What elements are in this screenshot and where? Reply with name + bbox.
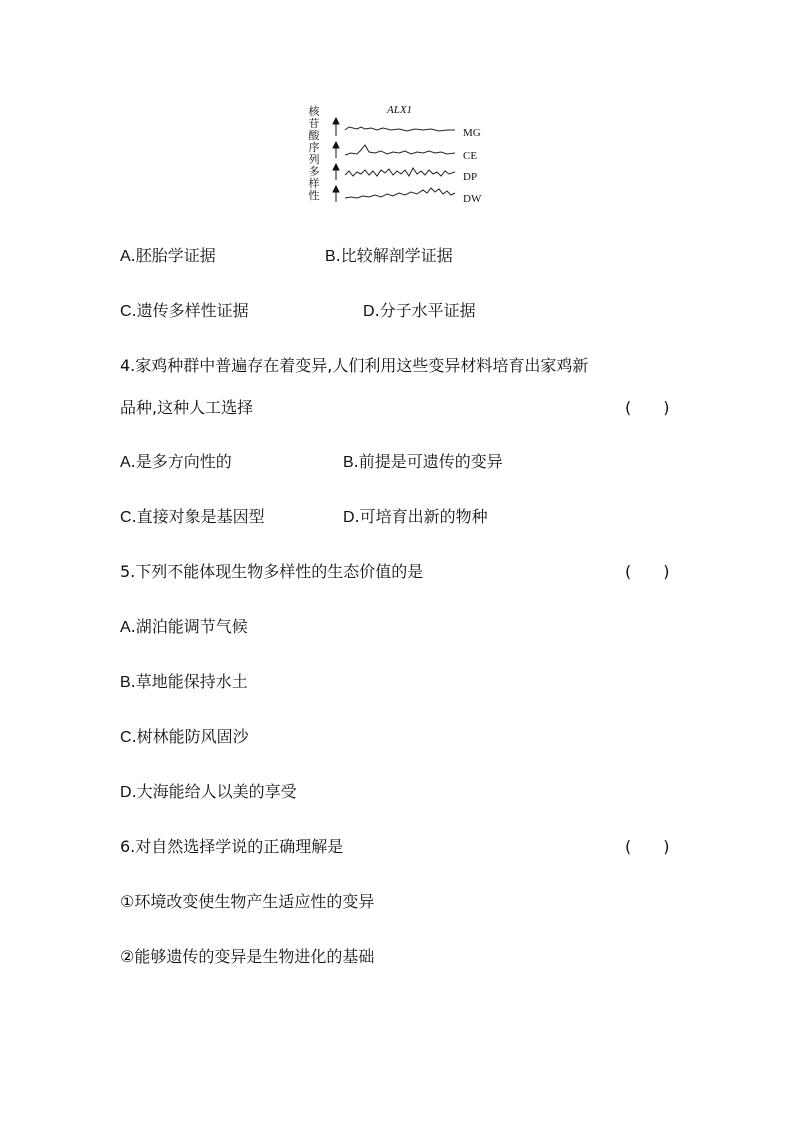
figure-y-axis-label: 核苷酸序列多样性 — [308, 105, 320, 202]
q6-item-2: ②能够遗传的变异是生物进化的基础 — [120, 947, 375, 966]
series-line-dp — [345, 168, 455, 176]
figure-plot — [305, 100, 495, 218]
q6-item-1: ①环境改变使生物产生适应性的变异 — [120, 892, 375, 911]
option-text: .大海能给人以美的享受 — [131, 782, 297, 801]
q3-option-d[interactable] — [363, 301, 476, 322]
option-text: .树林能防风固沙 — [131, 727, 249, 746]
option-letter: B — [325, 248, 336, 265]
option-letter: D — [363, 303, 375, 320]
series-label-dw: DW — [463, 193, 482, 205]
option-letter: A — [120, 454, 131, 471]
series-line-dw — [345, 188, 455, 198]
q3-option-b[interactable] — [325, 246, 453, 267]
q5-option-a[interactable] — [120, 617, 248, 638]
q4-option-c[interactable] — [120, 507, 265, 528]
series-line-mg — [345, 127, 455, 131]
option-text: .直接对象是基因型 — [131, 507, 265, 526]
option-text: .是多方向性的 — [130, 452, 232, 471]
q4-option-d[interactable] — [343, 507, 488, 528]
option-letter: C — [120, 303, 132, 320]
q5-answer-blank: ( ) — [625, 562, 670, 581]
q3-option-a[interactable] — [120, 246, 216, 267]
option-letter: C — [120, 509, 132, 526]
q6-answer-blank: ( ) — [625, 837, 670, 856]
q4-option-a[interactable] — [120, 452, 232, 473]
series-line-ce — [345, 145, 455, 155]
option-letter: D — [343, 509, 355, 526]
q3-option-c[interactable] — [120, 301, 249, 322]
option-text: .比较解剖学证据 — [335, 246, 453, 265]
option-text: .草地能保持水土 — [130, 672, 248, 691]
sequence-diversity-figure — [305, 100, 495, 218]
option-letter: C — [120, 729, 132, 746]
q4-stem-line2: 品种,这种人工选择 — [120, 398, 254, 417]
q5-option-b[interactable] — [120, 672, 248, 693]
option-text: .分子水平证据 — [374, 301, 476, 320]
q4-stem-line1: 4.家鸡种群中普遍存在着变异,人们利用这些变异材料培育出家鸡新 — [120, 356, 589, 375]
q5-option-d[interactable] — [120, 782, 297, 803]
q6-stem: 6.对自然选择学说的正确理解是 — [120, 837, 344, 856]
option-letter: D — [120, 784, 132, 801]
q4-option-b[interactable] — [343, 452, 503, 473]
option-letter: A — [120, 619, 131, 636]
option-text: .前提是可遗传的变异 — [353, 452, 503, 471]
option-letter: B — [120, 674, 131, 691]
series-label-dp: DP — [463, 171, 478, 183]
option-text: .胚胎学证据 — [130, 246, 216, 265]
q4-answer-blank: ( ) — [625, 398, 670, 417]
option-text: .可培育出新的物种 — [354, 507, 488, 526]
option-letter: B — [343, 454, 354, 471]
series-label-mg: MG — [463, 127, 481, 139]
option-letter: A — [120, 248, 131, 265]
q5-stem: 5.下列不能体现生物多样性的生态价值的是 — [120, 562, 424, 581]
option-text: .湖泊能调节气候 — [130, 617, 248, 636]
series-label-ce: CE — [463, 150, 478, 162]
figure-title: ALX1 — [387, 104, 413, 116]
q5-option-c[interactable] — [120, 727, 249, 748]
axis-arrows — [333, 118, 339, 202]
option-text: .遗传多样性证据 — [131, 301, 249, 320]
